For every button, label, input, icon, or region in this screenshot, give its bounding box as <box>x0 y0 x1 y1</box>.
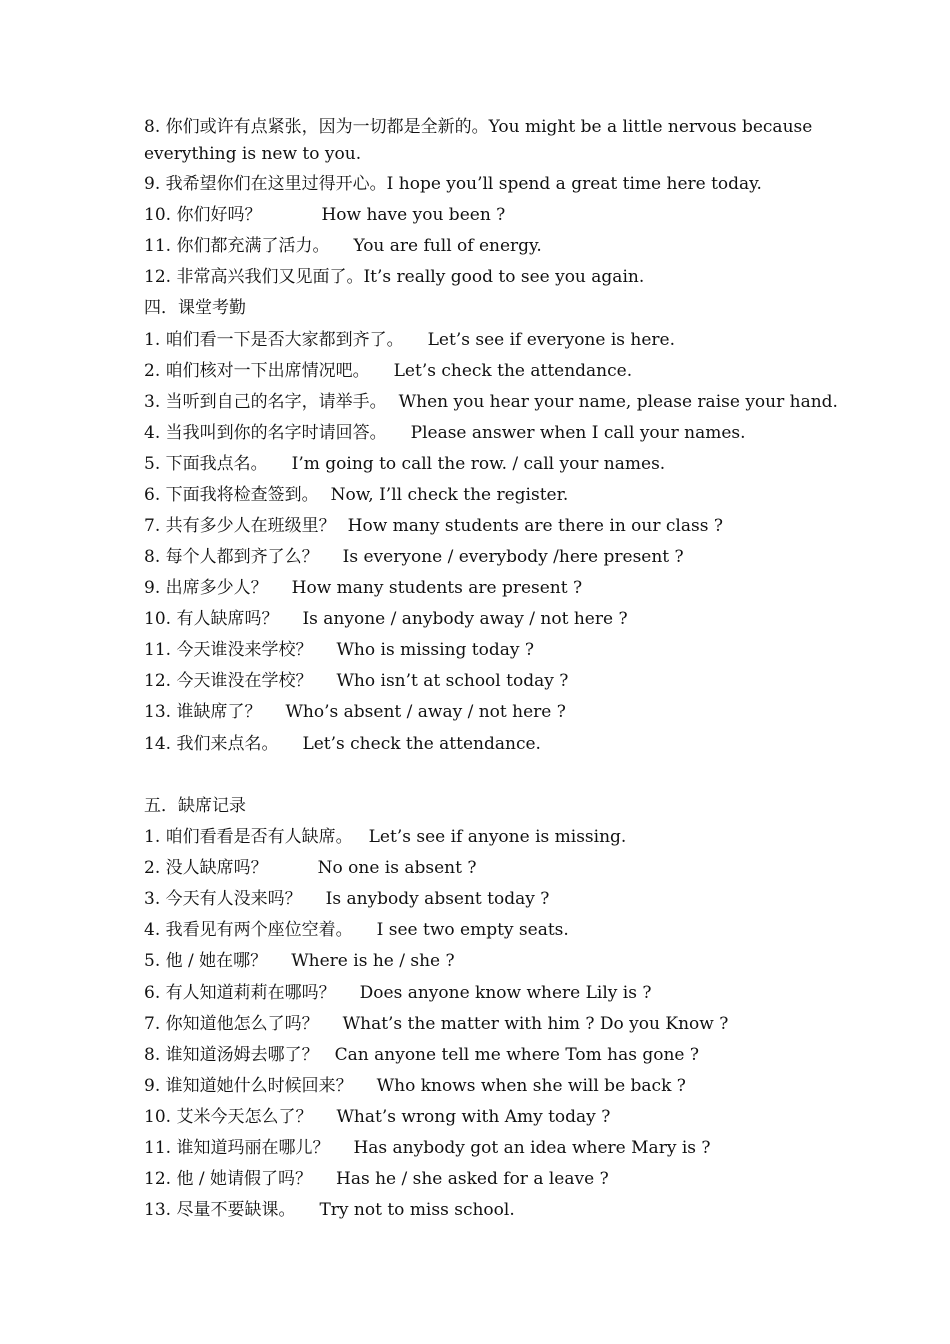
english-phrase: No one is absent ? <box>317 858 477 878</box>
english-phrase: I see two empty seats. <box>376 920 569 940</box>
item-number: 11. <box>144 236 172 256</box>
english-phrase: Who’s absent / away / not here ? <box>285 702 566 722</box>
phrase-line <box>144 826 830 848</box>
phrase-line <box>144 422 830 444</box>
english-phrase: Who knows when she will be back ? <box>376 1076 686 1096</box>
chinese-phrase: 他 / 她在哪？ <box>165 951 268 971</box>
phrase-line <box>144 515 830 537</box>
phrase-line <box>144 1044 830 1066</box>
item-number: 13. <box>144 1200 172 1220</box>
item-number: 1. <box>144 330 161 350</box>
chinese-phrase: 尽量不要缺课。 <box>176 1200 296 1220</box>
phrase-line <box>144 391 838 413</box>
phrase-line <box>144 1075 830 1097</box>
item-number: 3. <box>144 889 161 909</box>
item-number: 14. <box>144 734 172 754</box>
english-phrase: Let’s see if everyone is here. <box>427 330 676 350</box>
chinese-phrase: 咱们看看是否有人缺席。 <box>165 827 353 847</box>
chinese-phrase: 当我叫到你的名字时请回答。 <box>165 423 387 443</box>
phrase-line <box>144 919 830 941</box>
chinese-phrase: 咱们核对一下出席情况吧。 <box>165 361 370 381</box>
item-number: 12. <box>144 267 172 287</box>
phrase-line <box>144 950 830 972</box>
item-number: 9. <box>144 578 161 598</box>
chinese-phrase: 我希望你们在这里过得开心。 <box>165 174 387 194</box>
item-number: 2. <box>144 361 161 381</box>
english-phrase: Please answer when I call your names. <box>410 423 746 443</box>
phrase-line <box>144 1013 830 1035</box>
english-phrase: What’s wrong with Amy today ? <box>336 1107 611 1127</box>
chinese-phrase: 谁缺席了？ <box>176 702 262 722</box>
item-number: 4. <box>144 423 161 443</box>
item-number: 6. <box>144 485 161 505</box>
phrase-line <box>144 266 830 288</box>
chinese-phrase: 你们都充满了活力。 <box>176 236 330 256</box>
chinese-phrase: 当听到自己的名字，请举手。 <box>165 392 387 412</box>
english-phrase: Is everyone / everybody /here present ? <box>342 547 684 567</box>
phrase-line <box>144 577 830 599</box>
item-number: 8. <box>144 1045 161 1065</box>
item-number: 2. <box>144 858 161 878</box>
english-phrase: Who isn’t at school today ? <box>336 671 569 691</box>
chinese-phrase: 今天有人没来吗？ <box>165 889 302 909</box>
item-number: 10. <box>144 205 172 225</box>
english-phrase: Where is he / she ? <box>291 951 455 971</box>
item-number: 7. <box>144 1014 161 1034</box>
english-phrase: How many students are present ? <box>291 578 583 598</box>
item-number: 12. <box>144 1169 172 1189</box>
english-phrase: Is anyone / anybody away / not here ? <box>302 609 628 629</box>
chinese-phrase: 共有多少人在班级里？ <box>165 516 336 536</box>
english-phrase: How many students are there in our class ? <box>347 516 723 536</box>
english-phrase: I’m going to call the row. / call your names. <box>291 454 666 474</box>
chinese-phrase: 谁知道汤姆去哪了？ <box>165 1045 319 1065</box>
item-number: 11. <box>144 640 172 660</box>
english-phrase: You are full of energy. <box>353 236 542 256</box>
item-number: 11. <box>144 1138 172 1158</box>
phrase-line <box>144 1137 830 1159</box>
chinese-phrase: 每个人都到齐了么？ <box>165 547 319 567</box>
chinese-phrase: 今天谁没来学校？ <box>176 640 313 660</box>
english-phrase: What’s the matter with him ? Do you Know ? <box>342 1014 729 1034</box>
phrase-line <box>144 857 830 879</box>
english-phrase: Let’s see if anyone is missing. <box>368 827 627 847</box>
chinese-phrase: 你们或许有点紧张，因为一切都是全新的。 <box>165 117 489 137</box>
chinese-phrase: 我看见有两个座位空着。 <box>165 920 353 940</box>
english-phrase: You might be a little nervous because everything is new to you. <box>144 117 813 164</box>
chinese-phrase: 没人缺席吗？ <box>165 858 268 878</box>
chinese-phrase: 下面我点名。 <box>165 454 268 474</box>
phrase-line <box>144 733 830 755</box>
english-phrase: I hope you’ll spend a great time here today. <box>386 174 762 194</box>
chinese-phrase: 今天谁没在学校？ <box>176 671 313 691</box>
item-number: 9. <box>144 174 161 194</box>
item-number: 5. <box>144 951 161 971</box>
phrase-line <box>144 701 830 723</box>
phrase-line <box>144 173 830 195</box>
english-phrase: Try not to miss school. <box>319 1200 515 1220</box>
chinese-phrase: 你们好吗？ <box>176 205 262 225</box>
phrase-line <box>144 982 830 1004</box>
item-number: 4. <box>144 920 161 940</box>
english-phrase: When you hear your name, please raise your hand. <box>398 392 838 412</box>
phrase-line <box>144 608 830 630</box>
chinese-phrase: 有人知道莉莉在哪吗？ <box>165 983 336 1003</box>
item-number: 7. <box>144 516 161 536</box>
item-number: 5. <box>144 454 161 474</box>
chinese-phrase: 有人缺席吗？ <box>176 609 279 629</box>
section-heading-attendance: 四．课堂考勤 <box>144 298 246 318</box>
english-phrase: Has anybody got an idea where Mary is ? <box>353 1138 711 1158</box>
english-phrase: Is anybody absent today ? <box>325 889 550 909</box>
item-number: 12. <box>144 671 172 691</box>
item-number: 8. <box>144 547 161 567</box>
english-phrase: Who is missing today ? <box>336 640 534 660</box>
chinese-phrase: 出席多少人？ <box>165 578 268 598</box>
chinese-phrase: 下面我将检查签到。 <box>165 485 319 505</box>
phrase-line <box>144 1199 830 1221</box>
phrase-line <box>144 114 830 168</box>
phrase-line <box>144 888 830 910</box>
phrase-line <box>144 1168 830 1190</box>
item-number: 10. <box>144 1107 172 1127</box>
english-phrase: Has he / she asked for a leave ? <box>336 1169 609 1189</box>
english-phrase: Let’s check the attendance. <box>302 734 541 754</box>
english-phrase: Can anyone tell me where Tom has gone ? <box>334 1045 700 1065</box>
section-heading-absence: 五．缺席记录 <box>144 796 246 816</box>
phrase-line <box>144 639 830 661</box>
phrase-line <box>144 235 830 257</box>
chinese-phrase: 你知道他怎么了吗？ <box>165 1014 319 1034</box>
chinese-phrase: 我们来点名。 <box>176 734 279 754</box>
chinese-phrase: 非常高兴我们又见面了。 <box>176 267 364 287</box>
chinese-phrase: 谁知道玛丽在哪儿？ <box>176 1138 330 1158</box>
phrase-line <box>144 360 830 382</box>
phrase-line <box>144 204 830 226</box>
english-phrase: It’s really good to see you again. <box>363 267 645 287</box>
item-number: 8. <box>144 117 161 137</box>
english-phrase: Does anyone know where Lily is ? <box>359 983 652 1003</box>
item-number: 13. <box>144 702 172 722</box>
english-phrase: How have you been ? <box>321 205 506 225</box>
item-number: 10. <box>144 609 172 629</box>
phrase-line <box>144 1106 830 1128</box>
item-number: 1. <box>144 827 161 847</box>
item-number: 3. <box>144 392 161 412</box>
phrase-line <box>144 453 830 475</box>
chinese-phrase: 咱们看一下是否大家都到齐了。 <box>165 330 404 350</box>
chinese-phrase: 艾米今天怎么了？ <box>176 1107 313 1127</box>
english-phrase: Let’s check the attendance. <box>393 361 633 381</box>
phrase-line <box>144 670 830 692</box>
item-number: 6. <box>144 983 161 1003</box>
phrase-line <box>144 484 830 506</box>
english-phrase: Now, I’ll check the register. <box>330 485 569 505</box>
chinese-phrase: 他 / 她请假了吗？ <box>176 1169 312 1189</box>
phrase-line <box>144 329 830 351</box>
item-number: 9. <box>144 1076 161 1096</box>
phrase-line <box>144 546 830 568</box>
chinese-phrase: 谁知道她什么时候回来？ <box>165 1076 353 1096</box>
